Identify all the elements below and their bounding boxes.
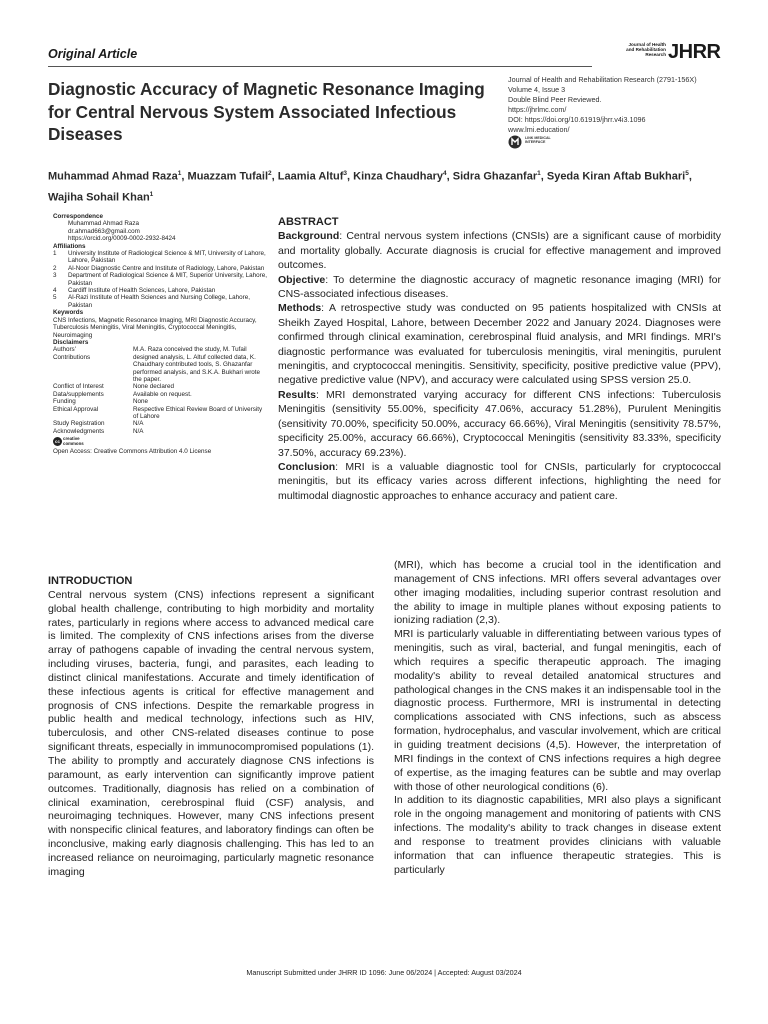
- disclaimer-key: Data/supplements: [53, 390, 104, 398]
- abstract-conclusion: [278, 460, 721, 503]
- abstract-objective: [278, 273, 721, 302]
- affiliation-number: 2: [53, 264, 57, 272]
- abstract-text: : A retrospective study was conducted on 95 patients hospitalized with CNSIs at Sheikh Zayed Hospital, Lahore, between December 2022 and January 2024. Diagnoses were confirmed through clinical examination, cerebrospinal fluid analysis, and MRI findings. MRI's diagnostic performance was evaluated for tuberculosis meningitis, viral meningitis, purulent meningitis, and cryptococcal meningitis. Sensitivity, specificity, positive predictive value (PPV), negative predictive value (NPV), and accuracy were calculated using SPSS version 25.0.: [278, 302, 721, 387]
- author-name[interactable]: Sidra Ghazanfar: [452, 170, 538, 183]
- abstract-results: [278, 388, 721, 460]
- author-affiliation-marker: 1: [177, 170, 182, 177]
- article-sidebar: [53, 213, 268, 456]
- disclaimer-value: None declared: [133, 383, 174, 391]
- correspondence-heading: Correspondence: [53, 213, 104, 220]
- disclaimer-key: Acknowledgments: [53, 427, 105, 435]
- abstract-methods: [278, 301, 721, 387]
- author-name[interactable]: Syeda Kiran Aftab Bukhari: [546, 170, 686, 183]
- keywords-list: CNS Infections, Magnetic Resonance Imaging, MRI Diagnostic Accuracy, Tuberculosis Meningitis, Viral Meningitis, Cryptococcal Meningitis, Neuroimaging: [53, 316, 257, 339]
- abstract-background: [278, 229, 721, 272]
- correspondence-orcid[interactable]: https://orcid.org/0009-0002-2932-8424: [68, 235, 176, 243]
- disclaimer-row: [53, 391, 268, 398]
- affiliation-item: [53, 294, 268, 309]
- author-name[interactable]: Muhammad Ahmad Raza: [48, 170, 178, 183]
- introduction-paragraph: Central nervous system (CNS) infections represent a significant global health challenge, contributing to high morbidity and mortality rates, particularly in regions where access to advanced medical care is limited. The complexity of CNS infections arises from the diverse array of pathogens capable of invading the central nervous system, including viruses, bacteria, fungi, and parasites, each leading to distinct clinical manifestations. Accurate and timely identification of these infectious agents is critical for effective management and prognosis of CNS infections. Despite the remarkable progress in public health and medical technology, infections such as HIV, tuberculosis, and other CNS-related diseases continue to pose significant threats, especially in immunocompromised populations (1). The ability to promptly and accurately diagnose CNS infections is paramount, as early intervention can significantly improve patient outcomes. Traditionally, diagnosis has relied on a combination of clinical examination, cerebrospinal fluid (CSF) analysis, and neuroimaging techniques. However, many CNS infections present with nonspecific clinical features, and laboratory findings can often be inconclusive, making early diagnosis challenging. This has led to an increased reliance on neuroimaging, particularly magnetic resonance imaging: [48, 588, 374, 878]
- creative-commons-wordmark: [63, 437, 84, 446]
- author-affiliation-marker: 1: [537, 170, 541, 177]
- creative-commons-icon: cc: [53, 437, 62, 446]
- affiliation-text: Al-Razi Institute of Health Sciences and Nursing College, Lahore, Pakistan: [68, 294, 251, 309]
- header-rule: [48, 66, 592, 67]
- disclaimer-row: [53, 406, 268, 421]
- introduction-heading: INTRODUCTION: [48, 575, 133, 587]
- affiliation-text: University Institute of Radiological Science & MIT, University of Lahore, Lahore, Pakistan: [68, 250, 266, 265]
- journal-logo: [620, 40, 732, 66]
- affiliation-item: [53, 265, 268, 272]
- introduction-paragraph: In addition to its diagnostic capabilities, MRI also plays a significant role in the ongoing management and monitoring of patients with CNS infections. The modality's ability to track changes in disease extent and response to treatment provides clinicians with valuable information that can influence therapeutic strategies. This is particularly: [394, 794, 721, 876]
- journal-meta-line: Journal of Health and Rehabilitation Research (2791-156X): [508, 75, 697, 84]
- disclaimer-value: N/A: [133, 427, 144, 435]
- correspondence-email[interactable]: dr.ahmad663@gmail.com: [68, 227, 140, 235]
- disclaimer-value: M.A. Raza conceived the study, M. Tufail designed analysis, L. Altuf collected data, K. Chaudhary contributed tools, S. Ghazanfar performed analysis, and S.K.A. Bukhari wrote the paper.: [133, 346, 261, 383]
- author-list: Muhammad Ahmad Raza$^1$, Muazzam Tufail$^2$, Laamia Altuf$^3$, Kinza Chaudhary$^4$, Sidra Ghazanfar$^1$, Syeda Kiran Aftab Bukhari$^5$, Wajiha Sohail Khan$^1$: [48, 170, 692, 204]
- affiliation-text: Department of Radiological Science & MIT, Superior University, Lahore, Pakistan: [68, 272, 268, 287]
- author-name[interactable]: Laamia Altuf: [277, 170, 344, 183]
- disclaimer-row: [53, 398, 268, 405]
- author-affiliation-marker: 3: [343, 170, 348, 177]
- author-affiliation-marker: 2: [268, 170, 272, 177]
- abstract-text: : MRI demonstrated varying accuracy for different CNS infections: Tuberculosis Meningitis (sensitivity 55.00%, specificity 47.06%, accuracy 51.28%), Purulent Meningitis (sensitivity 70.00%, specificity 50.00%, accuracy 66.66%), Viral Meningitis (sensitivity 78.57%, specificity 25.00%, accuracy 66.66%), Cryptococcal Meningitis (sensitivity 83.33%, specificity 37.50%, accuracy 69.23%).: [278, 388, 721, 459]
- journal-meta-link[interactable]: https://jhrlmc.com/: [508, 105, 567, 114]
- abstract-text: : Central nervous system infections (CNSIs) are a significant cause of morbidity and mortality globally. Accurate diagnosis is crucial for effective management and improved outcomes.: [278, 230, 721, 272]
- author-name[interactable]: Wajiha Sohail Khan: [48, 191, 150, 204]
- lmi-logo: [508, 135, 568, 151]
- affiliation-item: [53, 250, 268, 265]
- correspondence-details: [53, 220, 268, 242]
- abstract-text: : To determine the diagnostic accuracy of magnetic resonance imaging (MRI) for CNS-associated infectious diseases.: [278, 273, 721, 301]
- disclaimer-row: [53, 383, 268, 390]
- disclaimers-heading: Disclaimers: [53, 338, 89, 346]
- abstract-label: Methods: [278, 302, 322, 315]
- cc-word-1: creative: [63, 436, 80, 442]
- author-affiliation-marker: 5: [685, 170, 689, 177]
- journal-logo-acronym: JHRR: [668, 41, 721, 63]
- disclaimer-key: Funding: [53, 398, 76, 406]
- correspondence-name: Muhammad Ahmad Raza: [68, 220, 140, 228]
- journal-meta-line: Volume 4, Issue 3: [508, 85, 566, 94]
- abstract: [278, 215, 721, 503]
- lmi-logo-icon: [508, 135, 522, 149]
- disclaimer-value: Available on request.: [133, 390, 192, 398]
- affiliation-number: 3: [53, 272, 57, 280]
- introduction-paragraph: MRI is particularly valuable in differentiating between various types of meningitis, such as viral, bacterial, and fungal meningitis, each of which requires a specific therapeutic approach. The imaging modality's ability to reveal detailed anatomical structures and pathological changes in the CNS makes it an indispensable tool in the diagnostic process. Furthermore, MRI is instrumental in detecting complications associated with CNS infections, such as abscess formation, hydrocephalus, and vascular involvement, which are critical in guiding treatment decisions (4,5). However, the interpretation of MRI findings in the context of CNS infections requires a high degree of expertise, as the imaging features can be subtle and may overlap with those of other neurological conditions (6).: [394, 628, 721, 793]
- disclaimer-key: Authors' Contributions: [53, 346, 91, 361]
- affiliation-item: [53, 287, 268, 294]
- disclaimer-key: Conflict of Interest: [53, 383, 104, 391]
- affiliations-heading: Affiliations: [53, 242, 86, 250]
- abstract-label: Background: [278, 230, 340, 243]
- affiliation-number: 5: [53, 294, 57, 302]
- journal-meta-link[interactable]: www.lmi.education/: [508, 125, 570, 134]
- introduction-left-column: [48, 575, 374, 880]
- disclaimer-value: Respective Ethical Review Board of University of Lahore: [133, 405, 263, 420]
- cc-word-2: commons: [63, 440, 84, 446]
- affiliation-number: 1: [53, 250, 57, 258]
- affiliation-text: Al-Noor Diagnostic Centre and Institute of Radiology, Lahore, Pakistan: [68, 264, 265, 272]
- introduction-paragraph: (MRI), which has become a crucial tool in the identification and management of CNS infections. MRI offers several advantages over other imaging modalities, including superior contrast resolution and the ability to image in multiple planes without exposing patients to ionizing radiation (2,3).: [394, 559, 721, 627]
- disclaimer-row: [53, 428, 268, 435]
- author-affiliation-marker: 1: [149, 191, 154, 199]
- affiliation-number: 4: [53, 287, 57, 295]
- journal-meta-line: Double Blind Peer Reviewed.: [508, 95, 602, 104]
- journal-meta: [508, 75, 748, 135]
- article-type: Original Article: [48, 47, 138, 61]
- author-affiliation-marker: 4: [443, 170, 447, 177]
- introduction-right-column: [394, 559, 721, 877]
- open-access-license[interactable]: Open Access: Creative Commons Attribution 4.0 License: [53, 448, 212, 456]
- affiliation-text: Cardiff Institute of Health Sciences, Lahore, Pakistan: [68, 287, 216, 295]
- abstract-heading: ABSTRACT: [278, 216, 339, 228]
- affiliation-item: [53, 272, 268, 287]
- disclaimer-row: [53, 346, 268, 383]
- keywords-heading: Keywords: [53, 309, 84, 317]
- disclaimer-key: Ethical Approval: [53, 405, 99, 413]
- lmi-logo-text: LINK MEDICAL INTERFACE: [525, 136, 551, 145]
- disclaimer-value: N/A: [133, 420, 144, 428]
- abstract-text: : MRI is a valuable diagnostic tool for CNSIs, particularly for cryptococcal meningitis, but its efficacy varies across different infections, highlighting the need for multimodal diagnostic approaches to enhance accuracy and patient care.: [278, 460, 721, 502]
- article-title: Diagnostic Accuracy of Magnetic Resonance Imaging for Central Nervous System Associated Infectious Diseases: [48, 79, 485, 144]
- abstract-label: Objective: [278, 273, 326, 286]
- abstract-label: Conclusion: [278, 460, 336, 473]
- disclaimer-row: [53, 420, 268, 427]
- journal-logo-small-text: Journal of Health and Rehabilitation Research: [626, 42, 666, 57]
- journal-meta-doi[interactable]: DOI: https://doi.org/10.61919/jhrr.v4i3.1096: [508, 115, 646, 124]
- submission-footer: Manuscript Submitted under JHRR ID 1096: June 06/2024 | Accepted: August 03/2024: [246, 968, 522, 977]
- disclaimer-key: Study Registration: [53, 420, 105, 428]
- disclaimer-value: None: [133, 398, 149, 406]
- author-name[interactable]: Muazzam Tufail: [187, 170, 269, 183]
- creative-commons-logo[interactable]: [53, 437, 97, 447]
- author-name[interactable]: Kinza Chaudhary: [353, 170, 443, 183]
- abstract-label: Results: [278, 388, 316, 401]
